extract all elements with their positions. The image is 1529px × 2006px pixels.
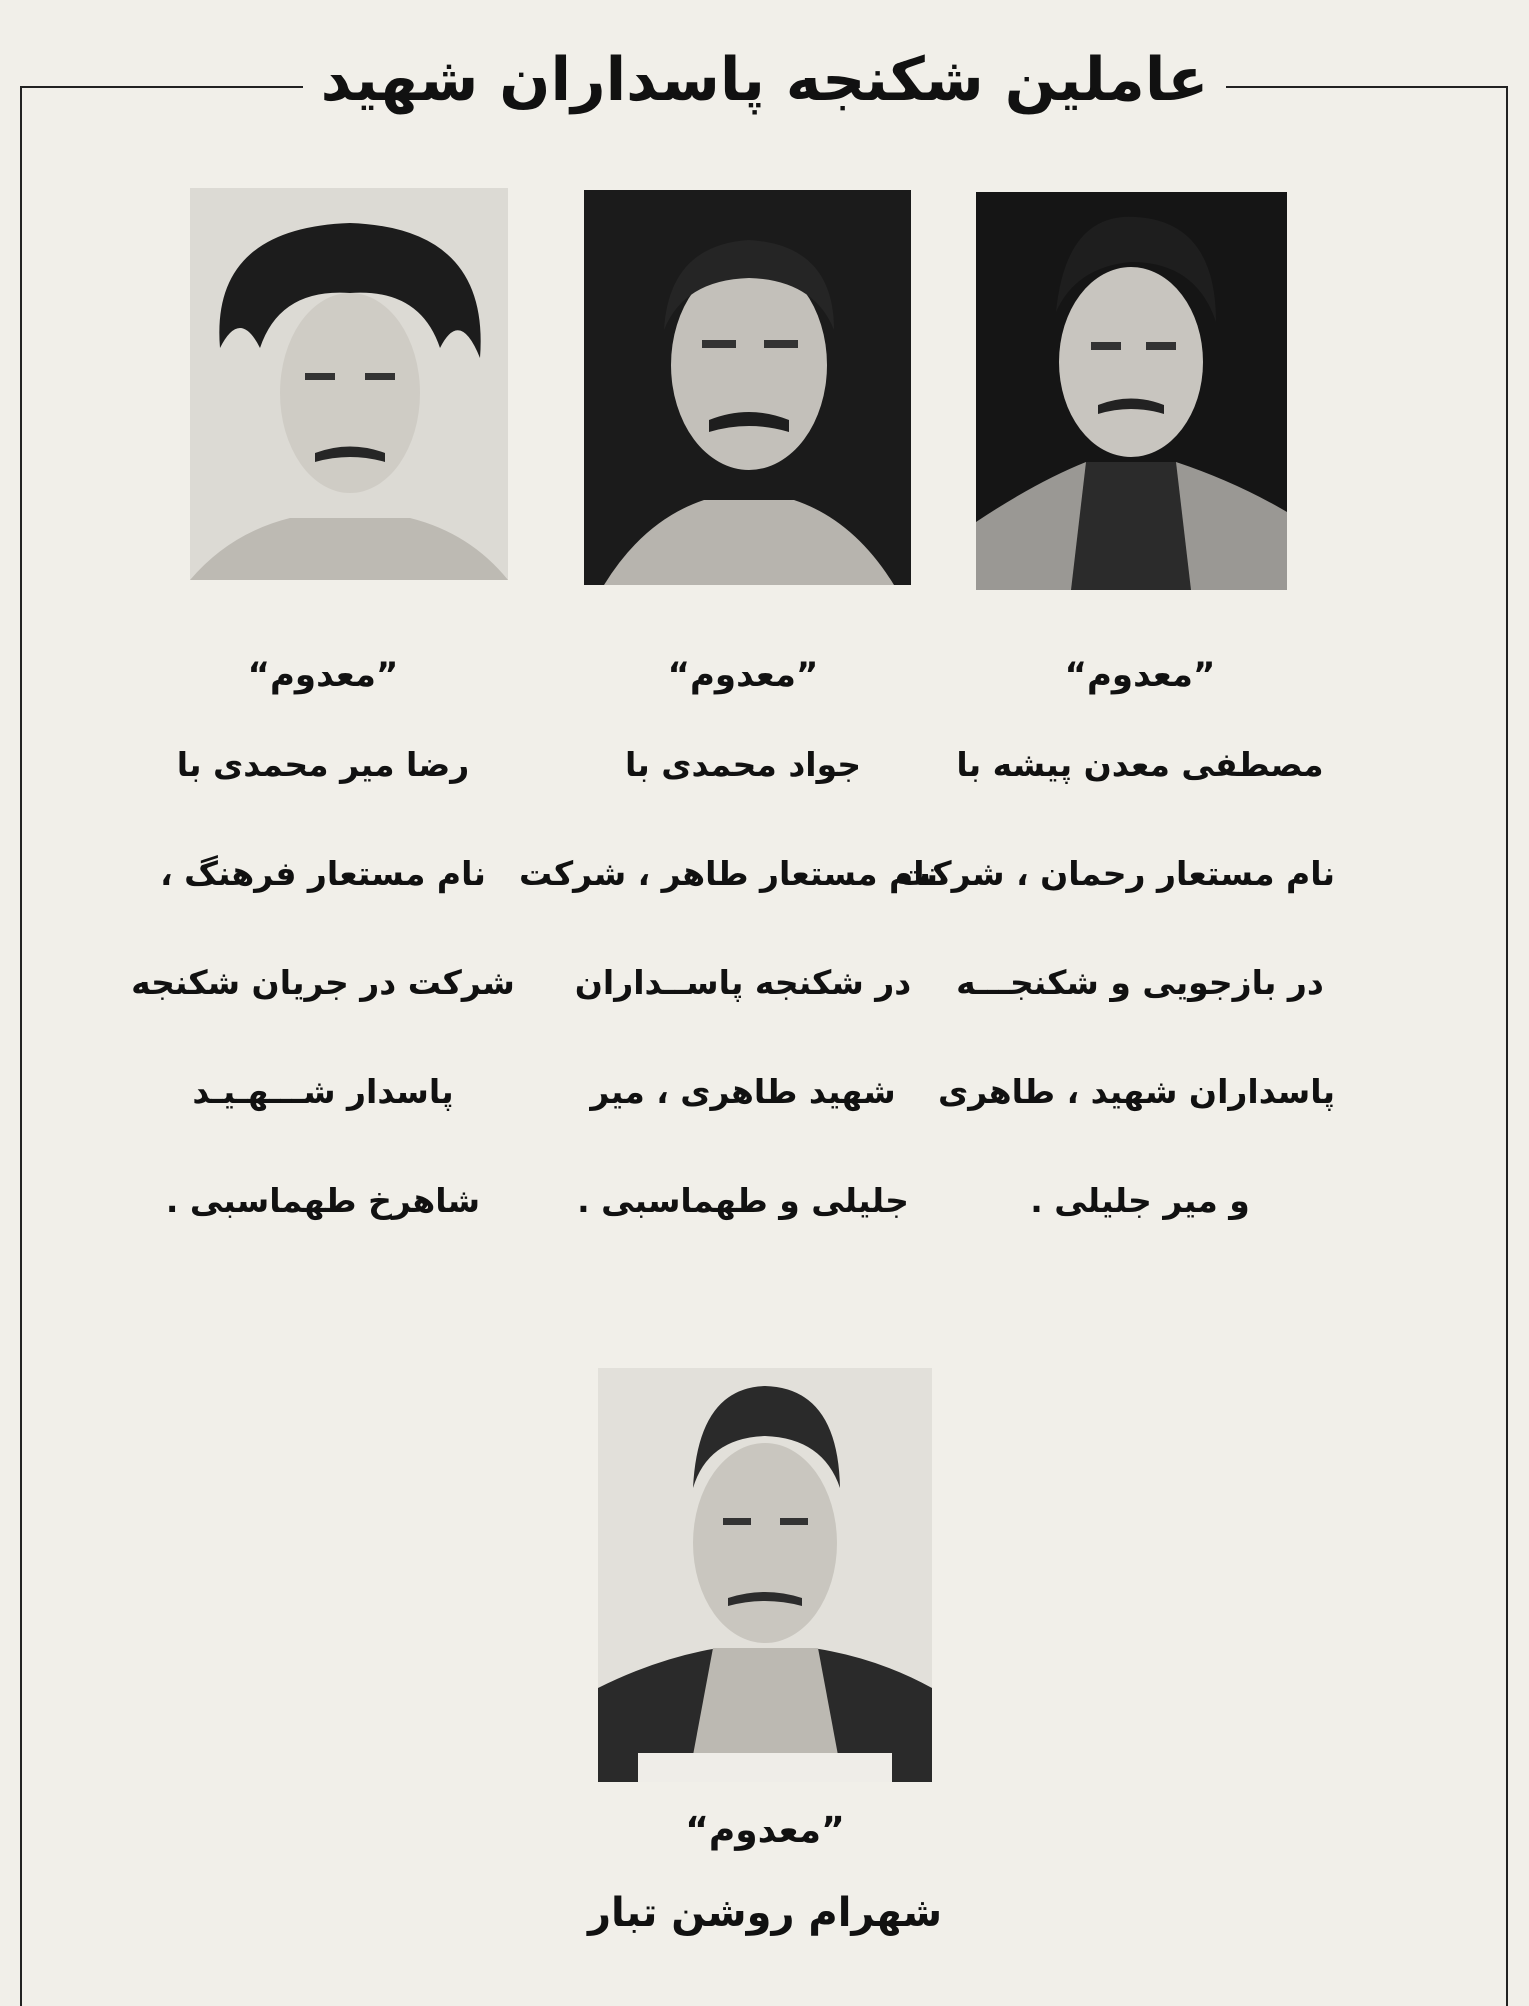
person-name-bottom: شهرام روشن تبار — [587, 1890, 943, 1936]
description-line: جواد محمدی با — [624, 745, 862, 784]
description-line: و میر جلیلی . — [1030, 1181, 1250, 1220]
status-label: ”معدوم“ — [1064, 655, 1216, 695]
description-line: پاسدار شـــهـیـد — [192, 1072, 454, 1111]
description-line: شاهرخ طهماسبی . — [165, 1181, 481, 1220]
status-label: ”معدوم“ — [667, 655, 819, 695]
description-line: مصطفی معدن پیشه با — [956, 745, 1324, 784]
person-column-3 — [128, 640, 518, 1255]
portrait-photo-3 — [190, 188, 508, 580]
description-line: نام مستعار طاهر ، شرکت — [519, 854, 938, 893]
title-container — [0, 40, 1529, 120]
portrait-photo-1 — [976, 192, 1287, 590]
portrait-photo-2 — [584, 190, 911, 585]
description-line: پاسداران شهید ، طاهری — [938, 1072, 1335, 1111]
person-column-1 — [897, 640, 1335, 1255]
description-line: در بازجویی و شکنجـــه — [956, 963, 1324, 1002]
description-line: شهید طاهری ، میر — [590, 1072, 896, 1111]
description-line: در شکنجه پاســداران — [574, 963, 912, 1002]
description-line: جلیلی و طهماسبی . — [577, 1181, 909, 1220]
description-line: نام مستعار رحمان ، شرکت — [897, 854, 1335, 893]
description-line: نام مستعار فرهنگ ، — [160, 854, 486, 893]
status-label: ”معدوم“ — [247, 655, 399, 695]
description-line: شرکت در جریان شکنجه — [131, 963, 515, 1002]
page-title: عاملین شکنجه پاسداران شهید — [303, 40, 1227, 120]
description-line: رضا میر محمدی با — [176, 745, 470, 784]
person-column-2 — [519, 640, 938, 1255]
portrait-photo-4 — [598, 1368, 932, 1782]
status-label-bottom: ”معدوم“ — [685, 1810, 845, 1851]
